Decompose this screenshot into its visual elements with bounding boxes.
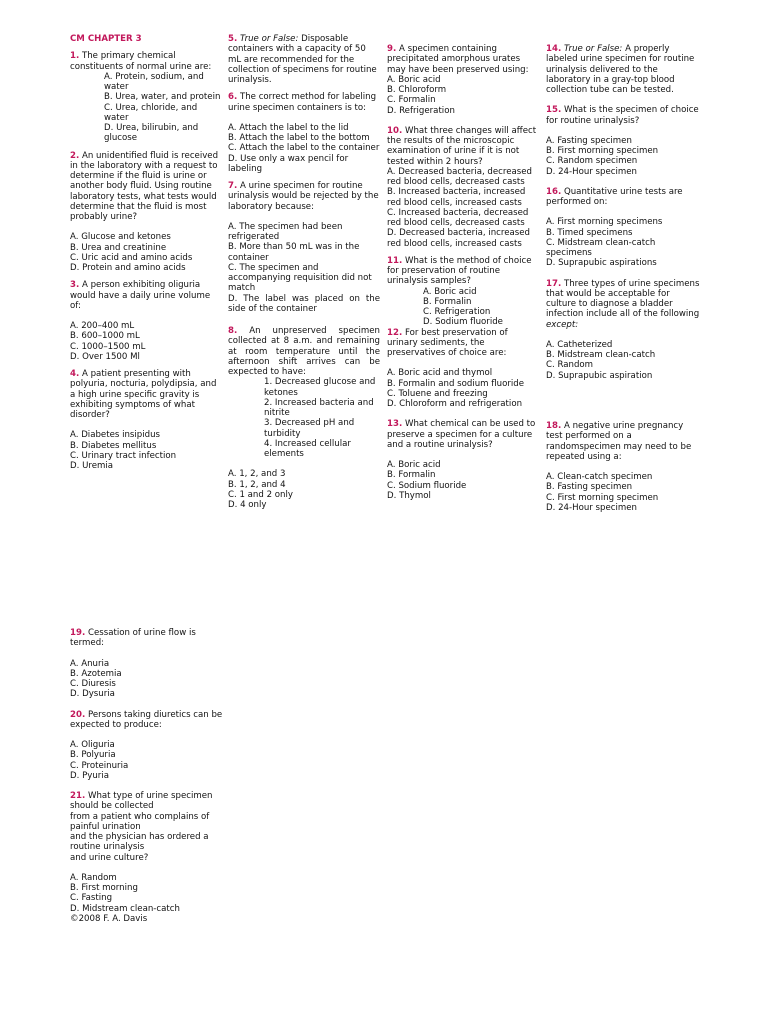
- option: A. Attach the label to the lid: [228, 122, 349, 133]
- option: C. Proteinuria: [70, 760, 129, 771]
- question-17: [546, 279, 700, 381]
- question-stem: A specimen containing precipitated amorphous urates may have been preserved using:: [387, 44, 529, 75]
- question-number: 13.: [387, 419, 403, 430]
- option: A. Protein, sodium, and water: [104, 71, 204, 92]
- option: D. The label was placed on the side of the container: [228, 293, 380, 314]
- question-8: [228, 326, 380, 510]
- question-stem: Three types of urine specimens that would be acceptable for culture to diagnose a bladder infection include all of the following: [546, 278, 700, 320]
- question-stem: What chemical can be used to preserve a specimen for a culture and a routine urinalysis?: [387, 419, 536, 450]
- option: C. Urinary tract infection: [70, 450, 177, 461]
- option: A. The specimen had been refrigerated: [228, 221, 343, 242]
- except-label: except:: [546, 319, 579, 330]
- question-number: 1.: [70, 51, 80, 62]
- question-number: 19.: [70, 628, 86, 638]
- question-2: [70, 151, 222, 274]
- question-stem: A negative urine pregnancy test performed on a randomspecimen may need to be repeated using a:: [546, 421, 692, 462]
- option: A. Fasting specimen: [546, 135, 632, 146]
- option: D. Sodium fluoride: [423, 317, 503, 328]
- question-stem: What type of urine specimen should be collected: [70, 791, 213, 812]
- question-12: [387, 328, 539, 410]
- option: A. Boric acid: [387, 74, 441, 85]
- option: C. Random: [546, 360, 594, 371]
- option: D. Use only a wax pencil for labeling: [228, 153, 349, 174]
- option: B. Formalin: [423, 296, 472, 307]
- copyright: ©2008 F. A. Davis: [70, 913, 148, 924]
- option: B. Azotemia: [70, 668, 122, 679]
- option: B. Formalin and sodium fluoride: [387, 378, 525, 389]
- true-false-label: True or False:: [239, 34, 299, 44]
- option: B. Fasting specimen: [546, 482, 633, 493]
- option: A. Boric acid and thymol: [387, 368, 493, 379]
- option: C. Uric acid and amino acids: [70, 252, 193, 263]
- question-5: [228, 34, 380, 85]
- option: B. More than 50 mL was in the container: [228, 242, 360, 263]
- option: D. Suprapubic aspirations: [546, 258, 657, 269]
- option: C. Refrigeration: [423, 307, 491, 317]
- question-4: [70, 369, 222, 471]
- question-21: [70, 791, 230, 914]
- question-stem: Quantitative urine tests are performed on:: [546, 186, 683, 207]
- question-number: 4.: [70, 369, 80, 379]
- option: B. First morning: [70, 883, 138, 893]
- option: A. Boric acid: [387, 460, 441, 470]
- question-stem: A properly labeled urine specimen for routine urinalysis delivered to the laboratory in a gray-top blood collection tube can be tested.: [546, 44, 695, 95]
- page-title: CM CHAPTER 3: [70, 34, 142, 44]
- question-number: 5.: [228, 34, 238, 44]
- option: B. Polyuria: [70, 750, 116, 761]
- option: A. First morning specimens: [546, 217, 663, 228]
- question-stem: A patient presenting with polyuria, nocturia, polydipsia, and a high urine specific gravity is exhibiting symptoms of what disorder?: [70, 369, 217, 420]
- option: B. Timed specimens: [546, 227, 633, 238]
- true-false-label: True or False:: [563, 44, 623, 54]
- list-item: 4. Increased cellular elements: [264, 438, 351, 459]
- option: B. 600–1000 mL: [70, 331, 140, 342]
- question-stem: An unpreserved specimen collected at 8 a.m. and remaining at room temperature until the afternoon shift arrives can be expected to have:: [228, 326, 380, 377]
- question-20: [70, 710, 230, 782]
- column-1: [70, 34, 222, 478]
- option: A. 1, 2, and 3: [228, 469, 286, 480]
- question-6: [228, 92, 380, 174]
- question-stem: Disposable containers with a capacity of 50 mL are recommended for the collection of specimens for routine urinalysis.: [228, 34, 377, 85]
- option: D. Chloroform and refrigeration: [387, 399, 523, 409]
- option: C. Sodium fluoride: [387, 480, 467, 491]
- option: B. 1, 2, and 4: [228, 479, 286, 490]
- option: A. Random: [70, 872, 117, 883]
- option: B. Formalin: [387, 470, 436, 481]
- question-7: [228, 181, 380, 314]
- question-15: [546, 105, 700, 177]
- option: D. Dysuria: [70, 689, 115, 700]
- question-number: 7.: [228, 181, 238, 191]
- question-stem: An unidentified fluid is received in the laboratory with a request to determine if the fluid is urine or another body fluid. Using routine laboratory tests, what tests would determine that the fluid is most probably urine?: [70, 150, 219, 222]
- question-number: 20.: [70, 709, 86, 720]
- option: C. Urea, chloride, and water: [104, 102, 198, 123]
- option: A. Glucose and ketones: [70, 232, 171, 243]
- list-item: 3. Decreased pH and turbidity: [264, 418, 355, 439]
- option: D. Decreased bacteria, increased red blood cells, increased casts: [387, 228, 530, 249]
- option: C. Formalin: [387, 95, 436, 106]
- option: B. Urea, water, and protein: [104, 92, 221, 103]
- question-stem: from a patient who complains of painful urination: [70, 811, 210, 832]
- option: D. Over 1500 Ml: [70, 351, 140, 362]
- option: B. Increased bacteria, increased red blood cells, increased casts: [387, 187, 526, 208]
- option: C. Midstream clean-catch specimens: [546, 237, 656, 258]
- option: D. Pyuria: [70, 770, 109, 781]
- list-item: 1. Decreased glucose and ketones: [264, 377, 376, 398]
- question-number: 15.: [546, 105, 562, 116]
- option: C. Diuresis: [70, 679, 116, 689]
- question-stem: The correct method for labeling urine specimen containers is to:: [228, 92, 377, 113]
- question-number: 17.: [546, 278, 562, 289]
- list-item: 2. Increased bacteria and nitrite: [264, 397, 374, 418]
- question-10: [387, 126, 539, 249]
- column-3: [387, 44, 539, 508]
- option: B. Urea and creatinine: [70, 242, 167, 253]
- lower-block: [70, 628, 230, 924]
- option: A. Oliguria: [70, 740, 115, 750]
- question-stem: Persons taking diuretics can be expected to produce:: [70, 709, 223, 730]
- question-number: 2.: [70, 150, 80, 161]
- option: D. Protein and amino acids: [70, 263, 186, 273]
- option: B. Midstream clean-catch: [546, 350, 656, 360]
- option: D. Refrigeration: [387, 105, 455, 116]
- option: D. 24-Hour specimen: [546, 166, 637, 177]
- option: D. Midstream clean-catch: [70, 903, 180, 914]
- question-stem: What three changes will affect the results of the microscopic examination of urine if it is not tested within 2 hours?: [387, 125, 537, 167]
- question-number: 14.: [546, 44, 562, 54]
- option: D. 4 only: [228, 500, 267, 510]
- question-stem: and urine culture?: [70, 852, 149, 863]
- option: C. Toluene and freezing: [387, 388, 488, 399]
- option: D. Uremia: [70, 461, 114, 471]
- question-number: 12.: [387, 327, 403, 338]
- column-4: [546, 44, 700, 388]
- option: D. Suprapubic aspiration: [546, 370, 653, 381]
- question-number: 21.: [70, 791, 86, 801]
- option: B. Chloroform: [387, 85, 447, 95]
- question-stem: What is the specimen of choice for routine urinalysis?: [546, 105, 699, 126]
- option: A. Clean-catch specimen: [546, 472, 653, 482]
- option: D. 24-Hour specimen: [546, 502, 637, 513]
- column-2: [228, 34, 380, 517]
- question-11: [387, 256, 539, 328]
- option: A. Boric acid: [423, 286, 477, 297]
- option: B. First morning specimen: [546, 146, 659, 156]
- question-stem: Cessation of urine flow is termed:: [70, 628, 196, 649]
- question-1: [70, 51, 222, 143]
- option: D. Urea, bilirubin, and glucose: [104, 123, 199, 144]
- option: C. The specimen and accompanying requisition did not match: [228, 262, 372, 294]
- option: C. First morning specimen: [546, 492, 659, 503]
- option: B. Attach the label to the bottom: [228, 133, 370, 143]
- question-stem: and the physician has ordered a routine urinalysis: [70, 832, 209, 853]
- option: C. 1000–1500 mL: [70, 341, 146, 352]
- question-3: [70, 280, 222, 362]
- question-19: [70, 628, 230, 700]
- option: C. Increased bacteria, decreased red blood cells, decreased casts: [387, 207, 529, 228]
- option: A. 200–400 mL: [70, 321, 135, 331]
- question-18: [546, 421, 700, 513]
- question-stem: The primary chemical constituents of normal urine are:: [70, 51, 212, 72]
- question-stem: A person exhibiting oliguria would have a daily urine volume of:: [70, 280, 211, 311]
- question-13: [387, 419, 539, 501]
- question-16: [546, 187, 700, 269]
- question-number: 16.: [546, 186, 562, 197]
- question-9: [387, 44, 539, 116]
- option: A. Catheterized: [546, 339, 613, 350]
- question-14: [546, 44, 700, 95]
- option: C. 1 and 2 only: [228, 489, 293, 500]
- question-stem: What is the method of choice for preservation of routine urinalysis samples?: [387, 255, 532, 287]
- question-number: 18.: [546, 421, 562, 431]
- option: B. Diabetes mellitus: [70, 440, 157, 451]
- option: A. Anuria: [70, 658, 110, 669]
- question-number: 10.: [387, 125, 403, 136]
- option: A. Diabetes insipidus: [70, 430, 160, 441]
- question-stem: For best preservation of urinary sediments, the preservatives of choice are:: [387, 327, 508, 358]
- option: A. Decreased bacteria, decreased red blood cells, decreased casts: [387, 166, 533, 187]
- question-number: 3.: [70, 280, 80, 291]
- option: C. Fasting: [70, 893, 113, 904]
- option: D. Thymol: [387, 490, 431, 501]
- question-number: 8.: [228, 326, 238, 336]
- option: C. Attach the label to the container: [228, 143, 380, 154]
- question-stem: A urine specimen for routine urinalysis would be rejected by the laboratory because:: [228, 181, 379, 212]
- question-number: 9.: [387, 44, 397, 54]
- question-number: 6.: [228, 92, 238, 103]
- option: C. Random specimen: [546, 156, 638, 167]
- question-number: 11.: [387, 255, 403, 266]
